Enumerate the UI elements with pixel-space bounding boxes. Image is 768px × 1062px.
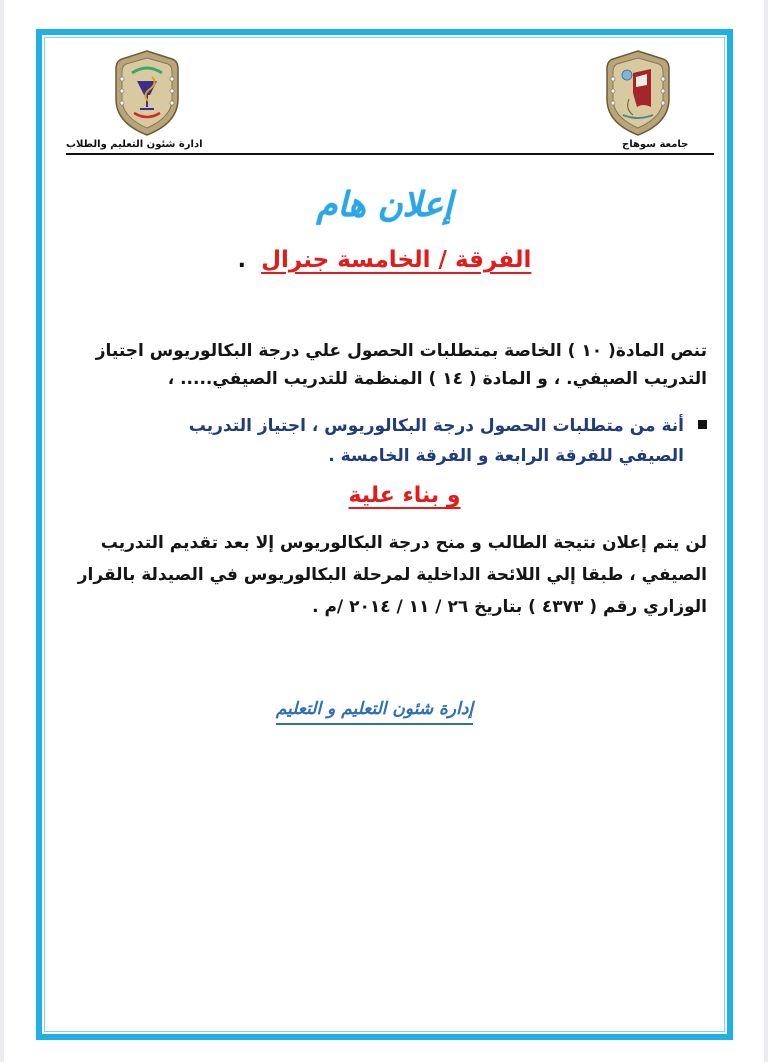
- signature-block: [42, 699, 727, 725]
- header-divider: [66, 153, 714, 155]
- bullet-item: [47, 411, 707, 471]
- page-edge-right: [764, 0, 768, 1062]
- signature-text: إدارة شئون التعليم و التعليم: [276, 699, 473, 725]
- accordingly-heading: و بناء علية: [348, 483, 461, 508]
- department-caption: ادارة شئون التعليم والطلاب: [66, 139, 203, 150]
- sohag-university-crest-icon: [603, 49, 673, 137]
- regulation-paragraph: تنص المادة( ١٠ ) الخاصة بمتطلبات الحصول علي درجة البكالوريوس اجتياز التدريب الصيفي. ، و المادة ( ١٤ ) المنظمة للتدريب الصيفي..... ،: [95, 341, 707, 389]
- square-bullet-icon: [698, 420, 707, 429]
- university-caption: جامعة سوهاج: [622, 139, 689, 150]
- class-subtitle: الفرقة / الخامسة جنرال: [261, 247, 532, 273]
- subtitle-period: .: [237, 248, 246, 273]
- subtitle-row: [42, 247, 727, 273]
- decision-paragraph: لن يتم إعلان نتيجة الطالب و منح درجة البكالوريوس إلا بعد تقديم التدريب الصيفي ، طبقا إلي اللائحة الداخلية لمرحلة البكالوريوس في الصيدلة بالقرار الوزاري رقم ( ٤٣٧٣ ) بتاريخ ٢٦ / ١١ / ٢٠١٤ /م .: [77, 533, 707, 617]
- bullet-line-1: أنة من متطلبات الحصول درجة البكالوريوس ، اجتياز التدريب: [188, 416, 684, 436]
- page-edge-left: [0, 0, 4, 1062]
- bullet-line-2: الصيفي للفرقة الرابعة و الفرقة الخامسة .: [328, 446, 684, 466]
- section-heading: [42, 483, 727, 508]
- pharmacy-faculty-crest-icon: [112, 49, 182, 137]
- document-frame: [36, 29, 733, 1040]
- announcement-title: إعلان هام: [316, 185, 453, 225]
